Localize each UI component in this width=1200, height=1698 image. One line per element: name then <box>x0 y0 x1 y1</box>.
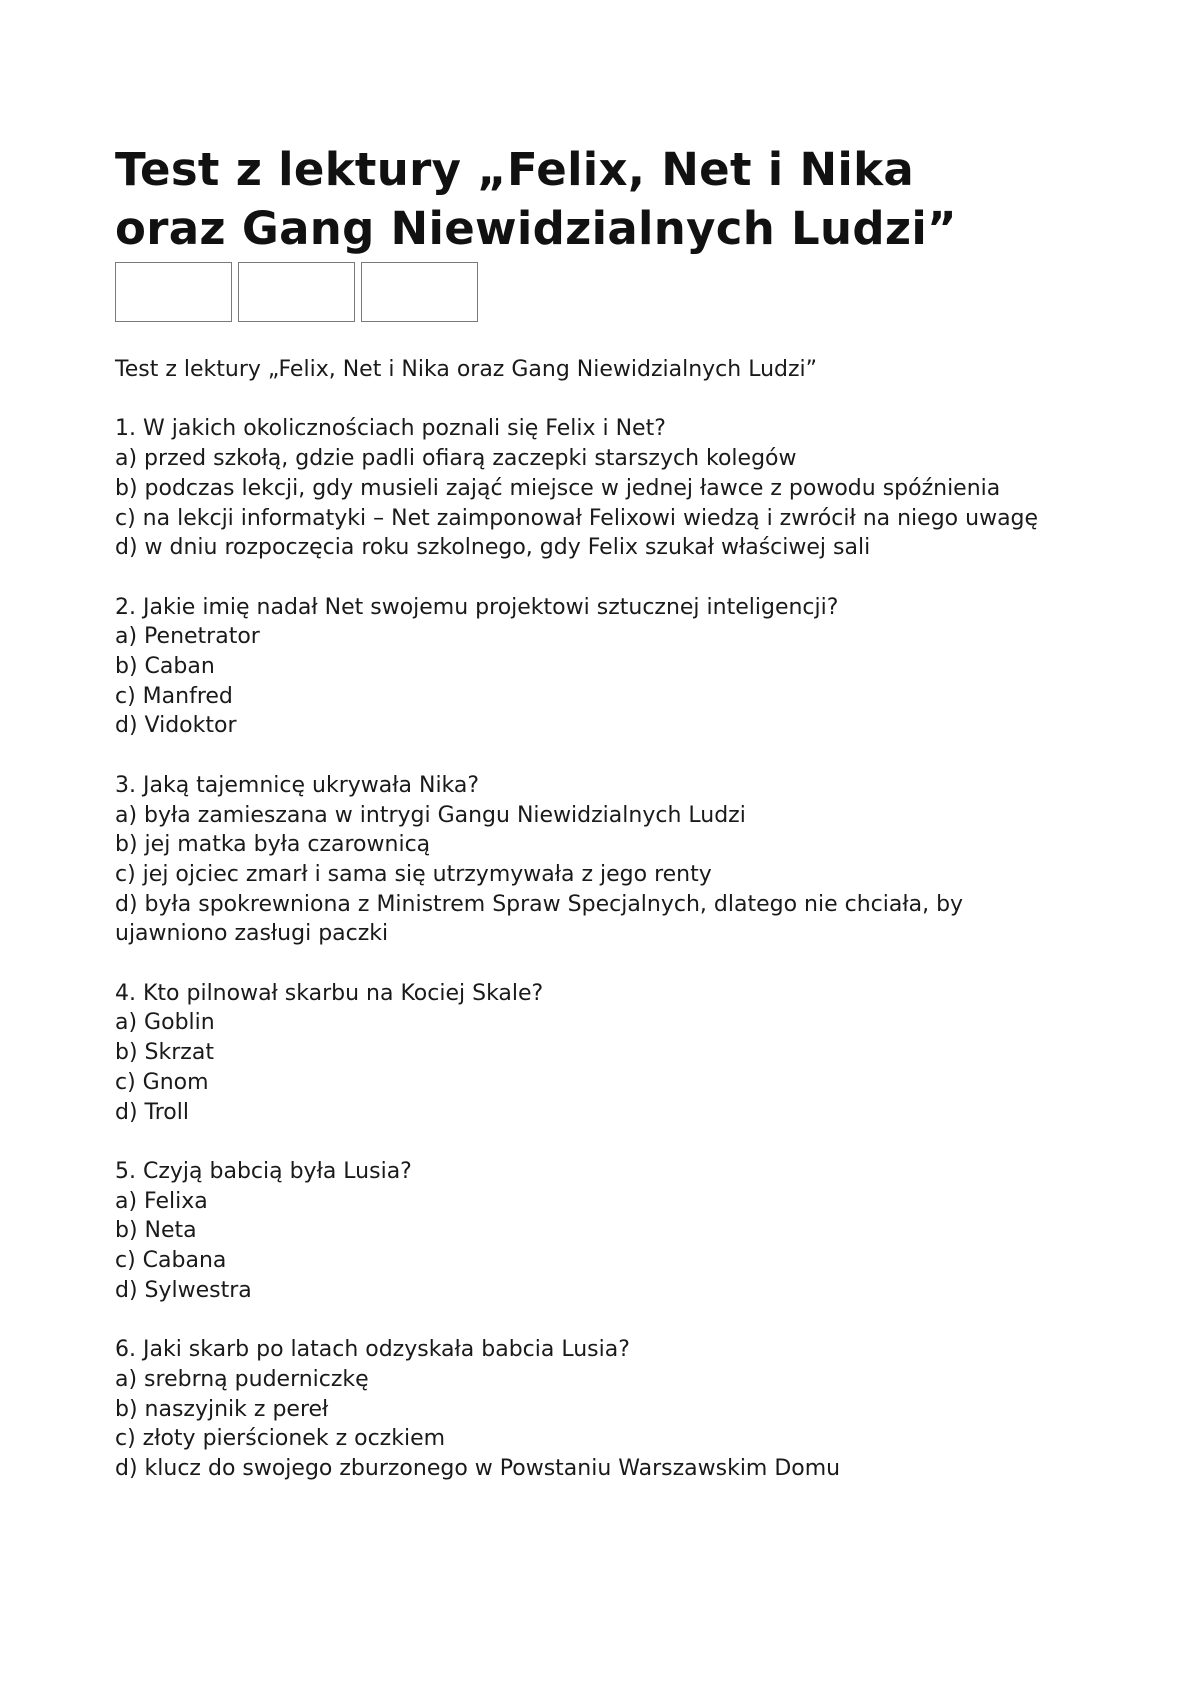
answer-option: d) Troll <box>115 1099 189 1125</box>
answer-option: c) jej ojciec zmarł i sama się utrzymywała z jego renty <box>115 861 712 887</box>
answer-option: d) Vidoktor <box>115 713 237 739</box>
answer-option: b) Skrzat <box>115 1040 214 1066</box>
question-block <box>115 1335 1075 1484</box>
answer-option: c) Gnom <box>115 1069 209 1095</box>
answer-option: a) przed szkołą, gdzie padli ofiarą zaczepki starszych kolegów <box>115 446 797 472</box>
answer-option: a) Penetrator <box>115 624 260 650</box>
answer-option: b) Caban <box>115 654 215 679</box>
answer-option: c) na lekcji informatyki – Net zaimponował Felixowi wiedzą i zwrócił na niego uwagę <box>115 505 1039 531</box>
answer-option: b) jej matka była czarownicą <box>115 832 431 858</box>
answer-option: a) była zamieszana w intrygi Gangu Niewidzialnych Ludzi <box>115 802 746 828</box>
answer-option: d) Sylwestra <box>115 1277 252 1303</box>
question-text: 3. Jaką tajemnicę ukrywała Nika? <box>115 772 480 798</box>
question-text: 6. Jaki skarb po latach odzyskała babcia Lusia? <box>115 1337 630 1363</box>
answer-option: d) klucz do swojego zburzonego w Powstaniu Warszawskim Domu <box>115 1455 841 1481</box>
answer-option: b) Neta <box>115 1218 197 1244</box>
question-text: 2. Jakie imię nadał Net swojemu projektowi sztucznej inteligencji? <box>115 594 839 620</box>
answer-option: a) Goblin <box>115 1010 215 1036</box>
question-block <box>115 771 1075 949</box>
question-block <box>115 593 1075 742</box>
answer-option: a) srebrną puderniczkę <box>115 1366 369 1392</box>
answer-option: c) złoty pierścionek z oczkiem <box>115 1426 446 1452</box>
score-box <box>238 262 355 322</box>
title-line-1: Test z lektury „Felix, Net i Nika <box>115 143 915 196</box>
question-text: 5. Czyją babcią była Lusia? <box>115 1158 412 1184</box>
document-subtitle: Test z lektury „Felix, Net i Nika oraz Gang Niewidzialnych Ludzi” <box>115 357 818 382</box>
question-block <box>115 414 1075 563</box>
answer-option: c) Cabana <box>115 1248 227 1274</box>
question-text: 4. Kto pilnował skarbu na Kociej Skale? <box>115 980 544 1006</box>
score-boxes <box>115 262 1075 322</box>
answer-option: d) w dniu rozpoczęcia roku szkolnego, gdy Felix szukał właściwej sali <box>115 535 871 561</box>
document-page <box>115 140 1075 1484</box>
question-block <box>115 979 1075 1128</box>
answer-option: c) Manfred <box>115 683 233 709</box>
score-box <box>115 262 232 322</box>
title-line-2: oraz Gang Niewidzialnych Ludzi” <box>115 202 957 255</box>
question-text: 1. W jakich okolicznościach poznali się Felix i Net? <box>115 416 666 442</box>
answer-option: b) podczas lekcji, gdy musieli zająć miejsce w jednej ławce z powodu spóźnienia <box>115 475 1001 501</box>
document-title <box>115 140 1075 258</box>
answer-option: a) Felixa <box>115 1188 208 1214</box>
answer-option: d) była spokrewniona z Ministrem Spraw Specjalnych, dlatego nie chciała, by ujawniono zasługi paczki <box>115 891 964 947</box>
score-box <box>361 262 478 322</box>
question-block <box>115 1157 1075 1306</box>
answer-option: b) naszyjnik z pereł <box>115 1396 329 1422</box>
